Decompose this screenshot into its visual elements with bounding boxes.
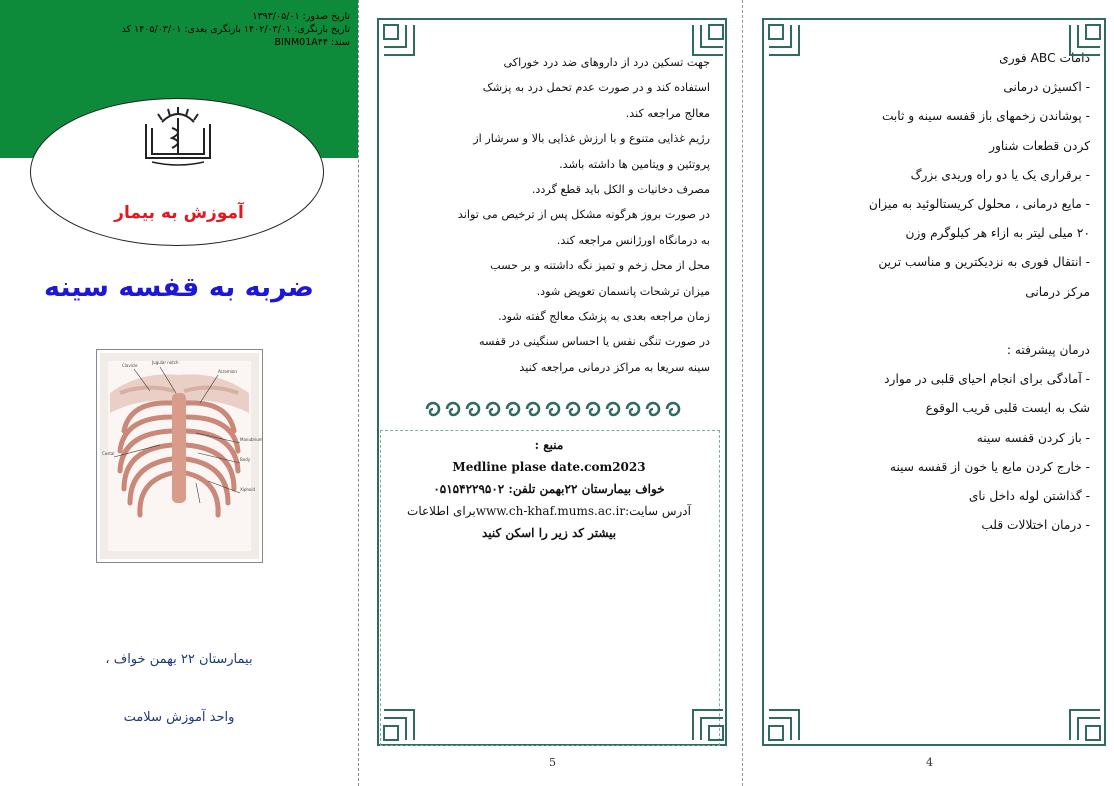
advanced-treatment-heading: درمان پیشرفته : xyxy=(1006,343,1090,358)
page-number: 5 xyxy=(549,756,556,769)
source-reference: Medline plase date.com2023 xyxy=(452,460,646,474)
treatment-item: - آمادگی برای انجام احیای قلبی در موارد xyxy=(884,372,1090,387)
corner-ornament-icon xyxy=(380,706,418,744)
svg-text:Jugular notch: Jugular notch xyxy=(152,360,179,365)
instruction-line: سینه سریعا به مراکز درمانی مراجعه کنید xyxy=(519,360,710,374)
source-label: منبع : xyxy=(534,438,564,452)
hospital-name: بیمارستان ۲۲ بهمن خواف ، xyxy=(105,652,253,667)
treatment-item: - برقراری یک یا دو راه وریدی بزرگ xyxy=(910,167,1090,182)
chest-anatomy-image xyxy=(96,349,263,563)
treatment-list xyxy=(780,44,1090,540)
svg-text:Xiphoid: Xiphoid xyxy=(240,487,256,492)
corner-ornament-icon xyxy=(689,21,727,59)
instruction-line: در صورت بروز هرگونه مشکل پس از ترخیص می تواند xyxy=(457,208,710,222)
blank-line xyxy=(780,307,1090,336)
treatment-item: - انتقال فوری به نزدیکترین و مناسب ترین xyxy=(878,255,1090,270)
cover-panel xyxy=(0,0,358,786)
care-instructions xyxy=(398,50,710,380)
instruction-line: مصرف دخانیات و الکل باید قطع گردد. xyxy=(531,183,710,197)
corner-ornament-icon xyxy=(765,21,803,59)
corner-ornament-icon xyxy=(1066,21,1104,59)
chest-ribcage-illustration xyxy=(100,353,263,559)
instruction-line: استفاده کند و در صورت عدم تحمل درد به پزشک xyxy=(482,81,710,95)
website-line: آدرس سایت:www.ch-khaf.mums.ac.irبرای اطلاعات xyxy=(407,504,691,518)
hospital-phone: خواف بیمارستان ۲۲بهمن تلفن: ۰۵۱۵۴۲۲۹۵۰۲ xyxy=(433,482,665,496)
treatment-item: ۲۰ میلی لیتر به ازاء هر کیلوگرم وزن xyxy=(905,226,1090,241)
instruction-line: محل از محل زخم و تمیز نگه داشتنه و بر حسب xyxy=(490,259,710,273)
svg-text:Acromion: Acromion xyxy=(218,369,237,374)
svg-text:Costal: Costal xyxy=(102,451,115,456)
instruction-line: جهت تسکین درد از داروهای ضد درد خوراکی xyxy=(503,56,710,69)
university-logo-icon xyxy=(138,104,218,168)
svg-text:Manubrium: Manubrium xyxy=(240,437,263,442)
treatment-item: - اکسیژن درمانی xyxy=(1003,80,1090,95)
issue-date: تاریخ صدور: ۱۳۹۳/۰۵/۰۱ xyxy=(252,11,350,22)
treatment-heading: دامات ABC فوری xyxy=(999,51,1090,65)
revision-date: تاریخ بازنگری: ۱۴۰۲/۰۳/۰۱ بازنگری بعدی: ۱۴۰۵/۰۳/۰۱ کد xyxy=(121,24,350,35)
treatment-item: - خارج کردن مایع یا خون از قفسه سینه xyxy=(889,459,1090,474)
instruction-line: معالج مراجعه کند. xyxy=(625,106,710,120)
svg-text:Clavicle: Clavicle xyxy=(122,363,138,368)
treatment-item: شک به ایست قلبی قریب الوقوع xyxy=(925,401,1090,416)
corner-ornament-icon xyxy=(689,706,727,744)
treatment-item: - پوشاندن زخمهای باز قفسه سینه و ثابت xyxy=(881,109,1090,124)
instruction-line: در صورت تنگی نفس یا احساس سنگینی در قفسه xyxy=(478,335,710,349)
treatment-item: - باز کردن قفسه سینه xyxy=(976,430,1090,445)
corner-ornament-icon xyxy=(1066,706,1104,744)
brochure-title: ضربه به قفسه سینه xyxy=(43,272,315,303)
treatment-item: - مایع درمانی ، محلول کریستالوئید به میزان xyxy=(868,197,1090,212)
instruction-line: میزان ترشحات پانسمان تعویض شود. xyxy=(536,284,710,298)
fold-line xyxy=(742,0,743,786)
corner-ornament-icon xyxy=(765,706,803,744)
patient-education-label: آموزش به بیمار xyxy=(114,203,244,223)
scan-instruction: بیشتر کد زیر را اسکن کنید xyxy=(481,526,617,540)
instruction-line: پروتئین و ویتامین ها داشته باشد. xyxy=(559,157,710,171)
instruction-line: رژیم غذایی متنوع و با ارزش غذایی بالا و سرشار از xyxy=(473,132,710,146)
instruction-line: به درمانگاه اورژانس مراجعه کند. xyxy=(556,233,710,247)
document-code: سند: BINM01A۴۴ xyxy=(274,37,350,48)
svg-text:Body: Body xyxy=(240,457,251,462)
treatment-item: کردن قطعات شناور xyxy=(989,138,1090,153)
treatment-item: مرکز درمانی xyxy=(1025,284,1090,299)
treatment-item: - گذاشتن لوله داخل نای xyxy=(968,489,1090,504)
corner-ornament-icon xyxy=(380,21,418,59)
fold-line xyxy=(358,0,359,786)
swirl-ornament-icon xyxy=(421,396,689,422)
health-education-unit: واحد آموزش سلامت xyxy=(123,710,235,725)
treatment-item: - درمان اختلالات قلب xyxy=(981,518,1090,533)
instruction-line: زمان مراجعه بعدی به پزشک معالج گفته شود. xyxy=(498,310,710,324)
source-info xyxy=(382,434,716,544)
document-info xyxy=(50,10,350,49)
page-number: 4 xyxy=(926,756,933,769)
